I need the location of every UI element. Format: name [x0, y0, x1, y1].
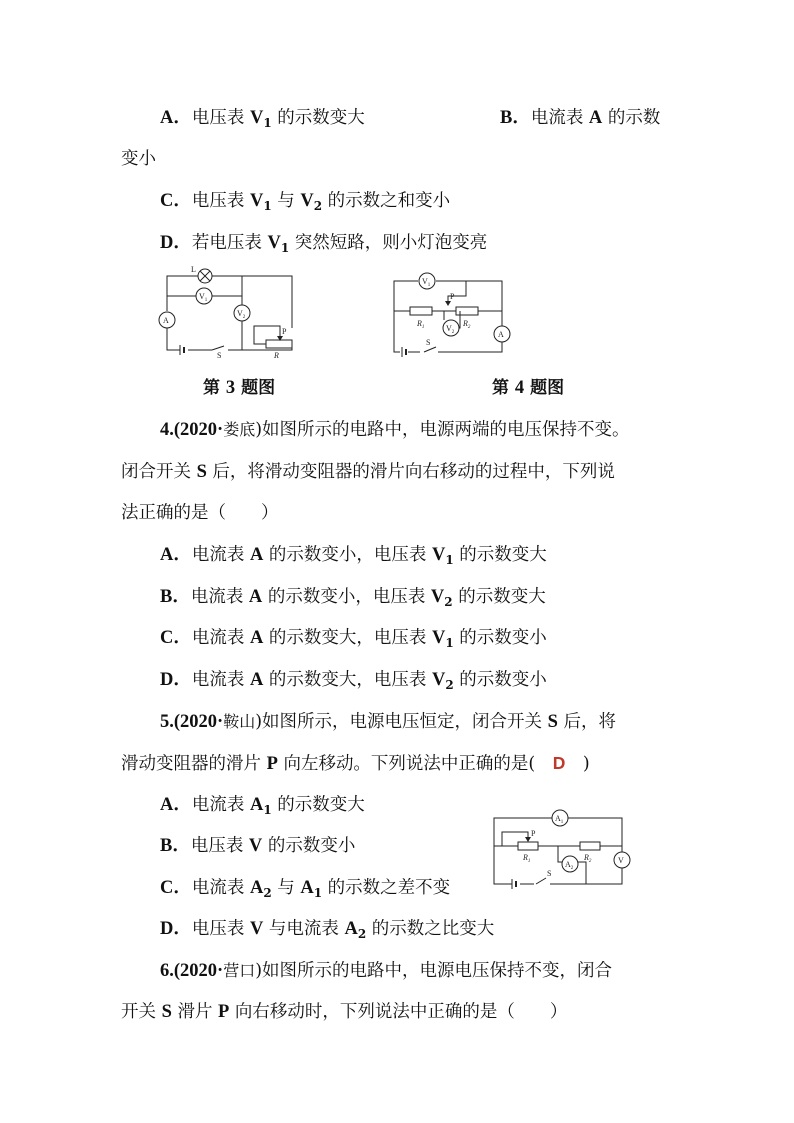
- q3-option-b-continued: 变小: [121, 149, 156, 169]
- svg-text:S: S: [426, 338, 431, 347]
- svg-text:R: R: [274, 351, 279, 360]
- question-number: 6.: [160, 961, 174, 981]
- figure-4-circuit: [388, 268, 518, 358]
- q5-stem-line-2: 滑动变阻器的滑片 P 向左移动。下列说法中正确的是( D ): [121, 753, 590, 774]
- q5-option-b: B．电压表 V 的示数变小: [160, 836, 356, 856]
- figure-3-caption: 第 3 题图: [203, 378, 276, 398]
- q5-option-c: C．电流表 $A_2$ 与 $A_1$ 的示数之差不变: [160, 878, 451, 900]
- option-letter: B．: [500, 108, 531, 128]
- answer-mark: D: [552, 753, 566, 773]
- q4-stem-line-3: 法正确的是（ ）: [121, 503, 279, 523]
- svg-text:V1: $V_1$: [422, 277, 431, 288]
- svg-text:V2: $V_2$: [237, 309, 246, 320]
- svg-text:S: S: [547, 869, 552, 878]
- q6-stem-line-1: 6.(2020·营口)如图所示的电路中，电源电压保持不变，闭合: [160, 961, 613, 981]
- svg-text:P: P: [531, 829, 536, 838]
- q6-stem-line-2: 开关 S 滑片 P 向右移动时，下列说法中正确的是（ ）: [121, 1002, 568, 1022]
- q5-option-d: D．电压表 V 与电流表 $A_2$ 的示数之比变大: [160, 919, 495, 941]
- q3-option-b: B．电流表 A 的示数: [500, 108, 661, 128]
- svg-text:R1: $R_1$: [417, 319, 425, 330]
- q4-stem-line-1: 4.(2020·娄底)如图所示的电路中，电源两端的电压保持不变。: [160, 420, 630, 440]
- svg-text:P: P: [282, 327, 287, 336]
- svg-text:A1: $A_1$: [555, 814, 564, 825]
- q3-option-a: A．电压表 $V_1$ 的示数变大: [160, 108, 365, 130]
- svg-text:S: S: [217, 351, 222, 360]
- svg-text:A2: $A_2$: [565, 860, 574, 871]
- q4-stem-line-2: 闭合开关 S 后，将滑动变阻器的滑片向右移动的过程中，下列说: [121, 462, 615, 482]
- q4-option-a: A．电流表 A 的示数变小，电压表 $V_1$ 的示数变大: [160, 545, 547, 567]
- question-number: 4.: [160, 420, 174, 440]
- lamp-label: L: [191, 265, 196, 274]
- q4-option-d: D．电流表 A 的示数变大，电压表 $V_2$ 的示数变小: [160, 670, 547, 692]
- q3-option-d: D．若电压表 $V_1$ 突然短路，则小灯泡变亮: [160, 233, 488, 255]
- question-number: 5.: [160, 712, 174, 732]
- q4-option-b: B．电流表 A 的示数变小，电压表 $V_2$ 的示数变大: [160, 587, 546, 609]
- figure-5-circuit: [490, 808, 630, 890]
- q5-stem-line-1: 5.(2020·鞍山)如图所示，电源电压恒定，闭合开关 S 后，将: [160, 712, 616, 732]
- q3-option-c: C．电压表 $V_1$ 与 $V_2$ 的示数之和变小: [160, 191, 451, 213]
- svg-text:A: A: [163, 316, 169, 325]
- q5-option-a: A．电流表 $A_1$ 的示数变大: [160, 795, 365, 817]
- svg-text:R2: $R_2$: [463, 319, 471, 330]
- svg-text:V2: $V_2$: [446, 324, 455, 335]
- svg-text:A: A: [498, 330, 504, 339]
- q4-option-c: C．电流表 A 的示数变大，电压表 $V_1$ 的示数变小: [160, 628, 547, 650]
- figure-4-caption: 第 4 题图: [492, 378, 565, 398]
- svg-text:P: P: [450, 292, 455, 301]
- svg-text:V1: $V_1$: [199, 292, 208, 303]
- svg-text:R2: $R_2$: [584, 853, 592, 864]
- figure-3-circuit: [150, 266, 300, 358]
- option-letter: A．: [160, 108, 192, 128]
- svg-text:V: V: [618, 856, 624, 865]
- svg-text:R1: $R_1$: [523, 853, 531, 864]
